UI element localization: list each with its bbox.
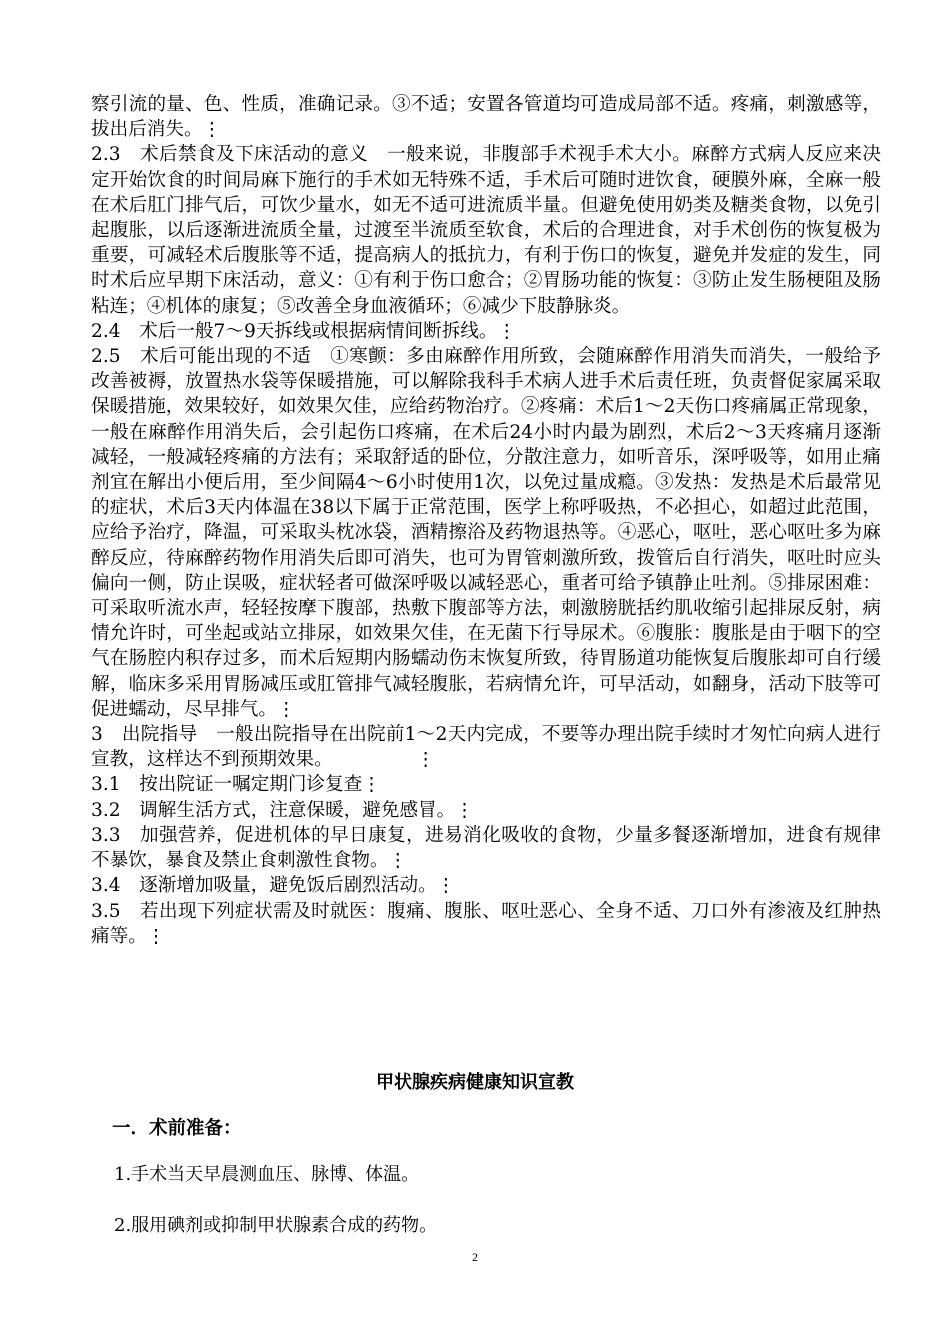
section-heading: 一．术前准备： bbox=[112, 1118, 242, 1139]
paragraph-3-2: 3.2 调解生活方式，注意保暖，避免感冒。⋮ bbox=[91, 799, 474, 821]
paragraph-3-3: 3.3 加强营养，促进机体的早日康复，进易消化吸收的食物，少量多餐逐渐增加，进食有规律不暴饮，暴食及禁止食刺激性食物。⋮ bbox=[91, 824, 881, 872]
paragraph-2-5: 2.5 术后可能出现的不适 ①寒颤：多由麻醉作用所致，会随麻醉作用消失而消失，一般给予改善被褥，放置热水袋等保暖措施，可以解除我科手术病人进手术后责任班，负责督促家属采取保暖措施，效果较好，如效果欠佳，应给药物治疗。②疼痛：术后1～2天伤口疼痛属正常现象，一般在麻醉作用消失后，会引起伤口疼痛，在术后24小时内最为剧烈，术后2～3天疼痛月逐渐减轻，一般减轻疼痛的方法有；采取舒适的卧位，分散注意力，如听音乐，深呼吸等，如用止痛剂宜在解出小便后用，至少间隔4～6小时使用1次，以免过量成瘾。③发热：发热是术后最常见的症状，术后3天内体温在38以下属于正常范围，医学上称呼吸热，不必担心，如超过此范围，应给予治疗，降温，可采取头枕冰袋，酒精擦浴及药物退热等。④恶心，呕吐，恶心呕吐多为麻醉反应，待麻醉药物作用消失后即可消失，也可为胃管刺激所致，拨管后自行消失，呕吐时应头偏向一侧，防止误吸，症状轻者可做深呼吸以减轻恶心，重者可给予镇静止吐剂。⑤排尿困难：可采取听流水声，轻轻按摩下腹部，热敷下腹部等方法，刺激膀胱括约肌收缩引起排尿反射，病情允许时，可坐起或站立排尿，如效果欠佳，在无菌下行导尿术。⑥腹胀：腹胀是由于咽下的空气在肠腔内积存过多，而术后短期内肠蠕动伤末恢复所致，待胃肠道功能恢复后腹胀却可自行缓解，临床多采用胃肠减压或肛管排气减轻腹胀，若病情允许，可早活动，如翻身，活动下肢等可促进蠕动，尽早排气。⋮ bbox=[91, 346, 881, 720]
paragraph-drainage: 察引流的量、色、性质，准确记录。③不适；安置各管道均可造成局部不适。疼痛，刺激感等，拔出后消失。⋮ bbox=[91, 94, 881, 141]
paragraph-2-4: 2.4 术后一般7～9天拆线或根据病情间断拆线。⋮ bbox=[91, 320, 517, 342]
paragraph-3-1: 3.1 按出院证一嘱定期门诊复查⋮ bbox=[91, 774, 381, 796]
list-item: 2.服用碘剂或抑制甲状腺素合成的药物。 bbox=[114, 1215, 438, 1236]
list-item: 1.手术当天早晨测血压、脉博、体温。 bbox=[114, 1164, 420, 1185]
paragraph-3-4: 3.4 逐渐增加吸量，避免饭后剧烈活动。⋮ bbox=[91, 875, 456, 897]
document-title: 甲状腺疾病健康知识宣教 bbox=[376, 1072, 574, 1093]
body-text bbox=[91, 92, 881, 949]
paragraph-2-3: 2.3 术后禁食及下床活动的意义 一般来说，非腹部手术视手术大小。麻醉方式病人反应来决定开始饮食的时间局麻下施行的手术如无特殊不适，手术后可随时进饮食，硬膜外麻，全麻一般在术后肛门排气后，可饮少量水，如无不适可进流质半量。但避免使用奶类及糖类食物，以免引起腹胀，以后逐渐进流质全量，过渡至半流质至软食，术后的合理进食，对手术创伤的恢复极为重要，可减轻术后腹胀等不适，提高病人的抵抗力，有利于伤口的恢复，避免并发症的发生，同时术后应早期下床活动，意义：①有利于伤口愈合；②胃肠功能的恢复：③防止发生肠梗阻及肠粘连；④机体的康复；⑤改善全身血液循环；⑥减少下肢静脉炎。 bbox=[91, 144, 881, 317]
page-number: 2 bbox=[472, 1250, 478, 1264]
paragraph-3: 3 出院指导 一般出院指导在出院前1～2天内完成，不要等办理出院手续时才匆忙向病人进行宣教，这样达不到预期效果。 ⋮ bbox=[91, 724, 881, 771]
paragraph-3-5: 3.5 若出现下列症状需及时就医：腹痛、腹胀、呕吐恶心、全身不适、刀口外有渗液及红肿热痛等。⋮ bbox=[91, 900, 881, 947]
